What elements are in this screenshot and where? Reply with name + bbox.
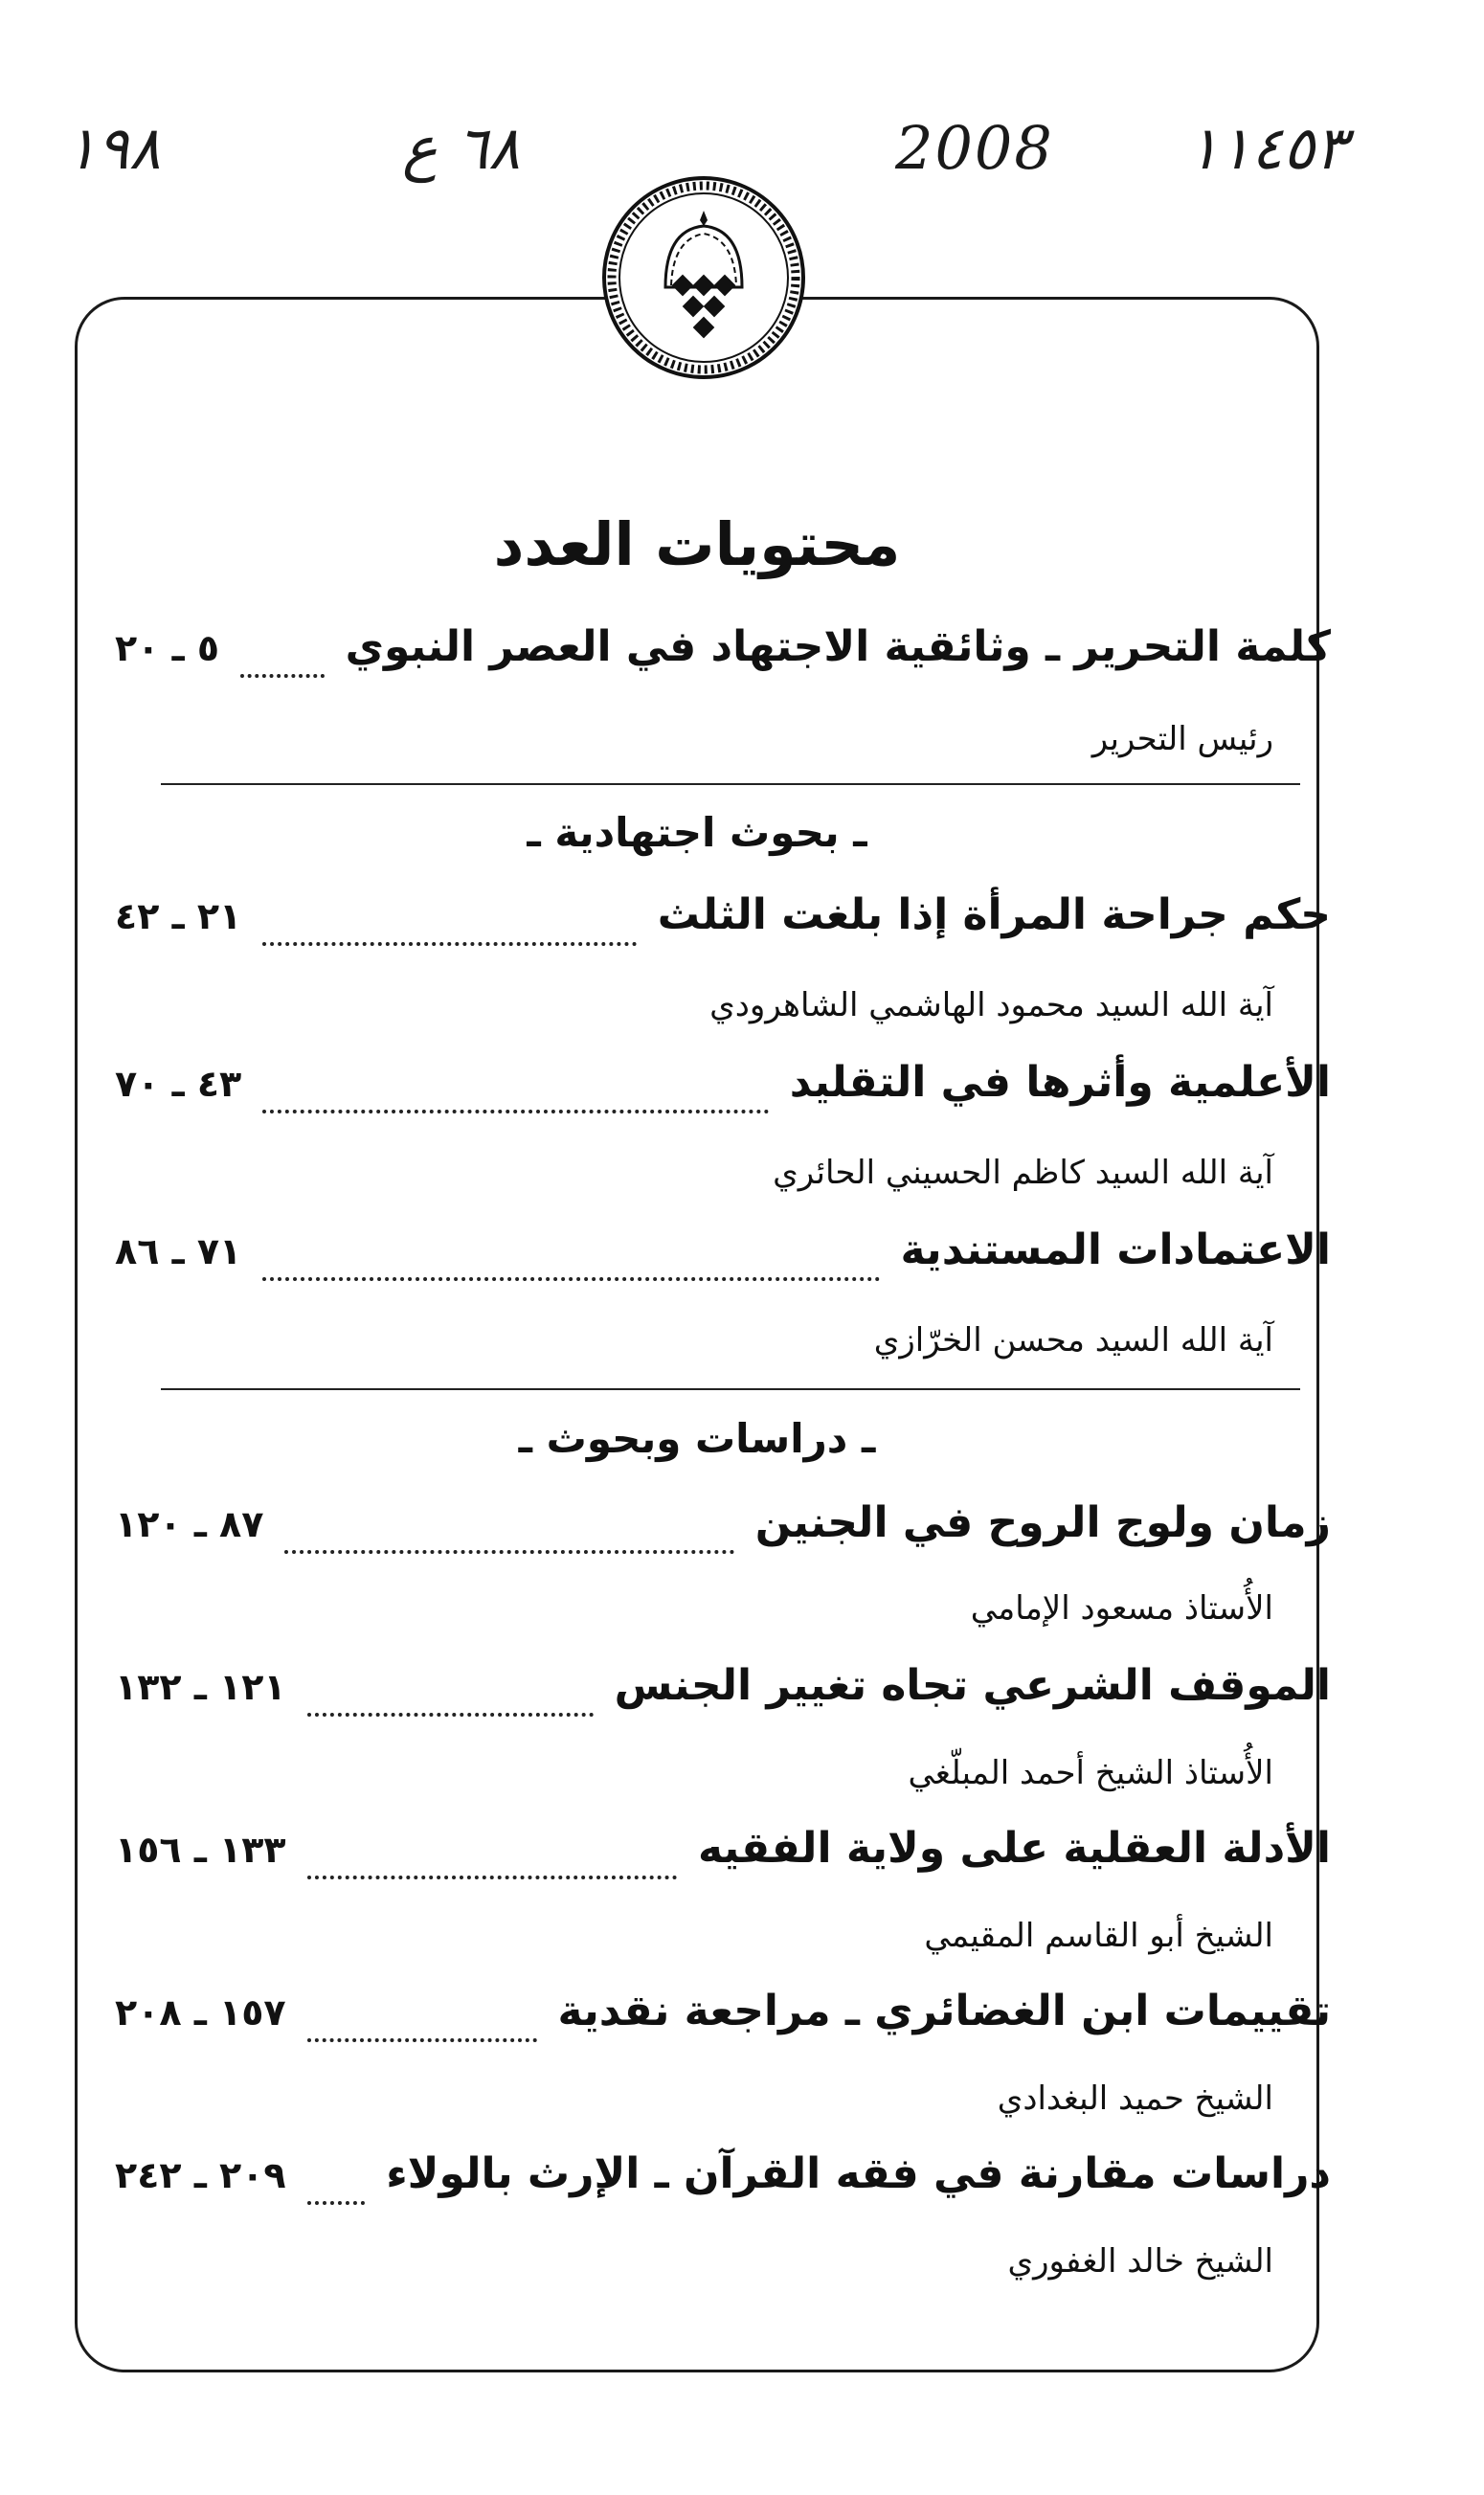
entry-author: الشيخ أبو القاسم المقيمي xyxy=(924,1917,1273,1955)
entry-author: آية الله السيد كاظم الحسيني الحائري xyxy=(773,1154,1273,1192)
entry-title: الاعتمادات المستندية xyxy=(900,1225,1331,1274)
entry-title: الموقف الشرعي تجاه تغيير الجنس xyxy=(614,1661,1331,1710)
dot-leader xyxy=(307,1713,594,1717)
handwritten-note: ١٩٨ xyxy=(65,113,161,183)
entry-author: آية الله السيد محسن الخرّازي xyxy=(873,1321,1273,1360)
dot-leader xyxy=(284,1550,733,1554)
dot-leader xyxy=(262,1277,879,1281)
entry-author: الشيخ حميد البغدادي xyxy=(997,2079,1273,2118)
entry-title: تقييمات ابن الغضائري ـ مراجعة نقدية xyxy=(557,1987,1331,2035)
handwritten-note: ١١٤٥٣ xyxy=(1187,113,1347,183)
toc-entry xyxy=(115,1987,1331,2059)
page-title: محتويات العدد xyxy=(493,509,901,579)
page-range: ٨٧ ـ ١٢٠ xyxy=(115,1503,264,1545)
entry-title: حكم جراحة المرأة إذا بلغت الثلث xyxy=(657,890,1331,939)
page-range: ١٥٧ ـ ٢٠٨ xyxy=(115,1991,286,2034)
divider xyxy=(161,1388,1300,1390)
dot-leader xyxy=(240,674,325,678)
toc-entry xyxy=(115,1498,1331,1571)
divider xyxy=(161,783,1300,785)
entry-title: زمان ولوج الروح في الجنين xyxy=(754,1498,1331,1547)
dot-leader xyxy=(307,1876,677,1879)
toc-entry xyxy=(115,2149,1331,2222)
toc-entry xyxy=(115,1661,1331,1734)
toc-entry xyxy=(115,1824,1331,1897)
toc-entry xyxy=(115,1225,1331,1298)
dot-leader xyxy=(307,2201,366,2205)
page-range: ٢١ ـ ٤٢ xyxy=(115,895,242,937)
entry-title: الأدلة العقلية على ولاية الفقيه xyxy=(697,1824,1331,1873)
section-heading: ـ بحوث اجتهادية ـ xyxy=(527,809,867,856)
entry-title: دراسات مقارنة في فقه القرآن ـ الإرث بالولاء xyxy=(386,2149,1331,2198)
entry-author: الأُستاذ الشيخ أحمد المبلّغي xyxy=(908,1754,1273,1792)
dot-leader xyxy=(262,1110,769,1113)
handwritten-note: ٦٨ ع xyxy=(402,113,521,183)
entry-author: رئيس التحرير xyxy=(1091,720,1273,758)
entry-author: الشيخ خالد الغفوري xyxy=(1007,2242,1273,2281)
entry-title: الأعلمية وأثرها في التقليد xyxy=(789,1058,1331,1107)
page-range: ١٢١ ـ ١٣٢ xyxy=(115,1666,286,1708)
toc-entry xyxy=(115,890,1331,963)
page-range: ٢٠٩ ـ ٢٤٢ xyxy=(115,2154,286,2196)
entry-author: آية الله السيد محمود الهاشمي الشاهرودي xyxy=(709,986,1273,1024)
page-range: ١٣٣ ـ ١٥٦ xyxy=(115,1829,286,1871)
dot-leader xyxy=(262,942,637,946)
section-heading: ـ دراسات وبحوث ـ xyxy=(518,1415,876,1462)
page-range: ٧١ ـ ٨٦ xyxy=(115,1230,242,1272)
institute-seal-icon xyxy=(598,172,809,383)
handwritten-note: 2008 xyxy=(895,113,1054,183)
toc-entry xyxy=(115,1058,1331,1131)
dot-leader xyxy=(307,2038,537,2042)
page-range: ٤٣ ـ ٧٠ xyxy=(115,1063,242,1105)
entry-author: الأُستاذ مسعود الإمامي xyxy=(970,1589,1273,1628)
entry-title: كلمة التحرير ـ وثائقية الاجتهاد في العصر النبوي xyxy=(345,622,1331,671)
page-range: ٥ ـ ٢٠ xyxy=(115,627,220,669)
toc-entry-editorial xyxy=(115,622,1331,695)
